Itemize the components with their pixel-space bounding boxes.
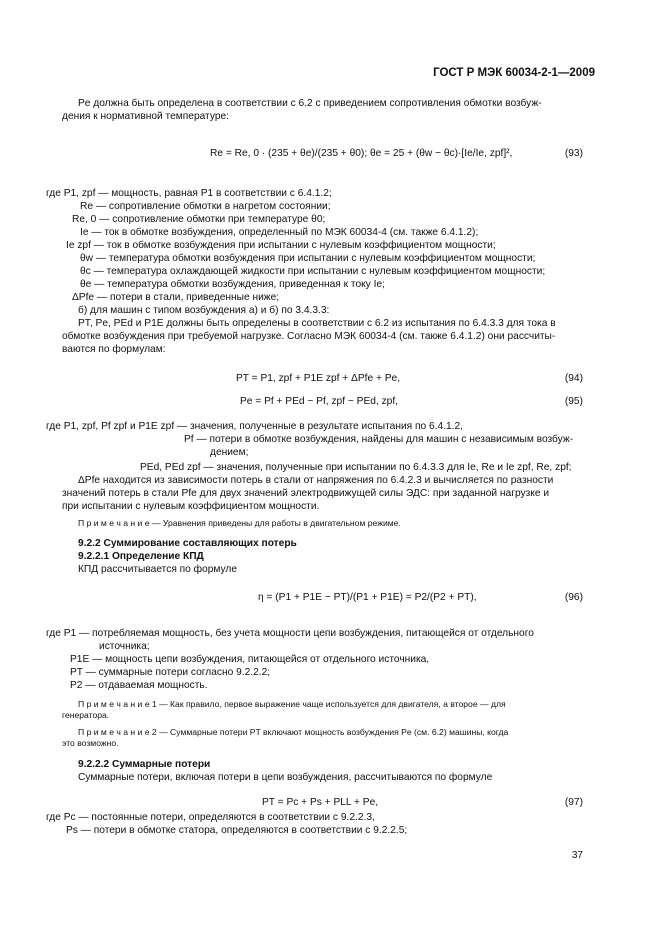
def2-5: значений потерь в стали Pfe для двух значений электродвижущей силы ЭДС: при заданной нагрузке и xyxy=(62,488,550,499)
item-b: б) для машин с типом возбуждения а) и б) по 3.4.3.3: xyxy=(78,305,330,316)
def3-0: где P1 — потребляемая мощность, без учета мощности цепи возбуждения, питающейся от отдельного xyxy=(46,628,534,639)
equation-93 xyxy=(210,148,512,159)
note-3-line-1: П р и м е ч а н и е 2 — Суммарные потери PT включают мощность возбуждения Pe (см. 6.2) машины, когда xyxy=(78,727,509,737)
equation-97-formula: PT = Pc + Ps + PLL + Pe, xyxy=(262,797,379,808)
equation-94-formula: PT = P1, zpf + P1E zpf + ΔPfe + Pe, xyxy=(236,373,401,384)
def1-5: θw — температура обмотки возбуждения при испытании с нулевым коэффициентом мощности; xyxy=(80,253,536,264)
equation-97-number: (97) xyxy=(564,797,583,808)
def2-3: PEd, PEd zpf — значения, полученные при испытании по 6.4.3.3 для Ie, Re и Ie zpf, Re, zpf; xyxy=(140,462,572,473)
def1-1: Re — сопротивление обмотки в нагретом состоянии; xyxy=(80,201,331,212)
section-9-2-2-heading: 9.2.2 Суммирование составляющих потерь xyxy=(78,538,297,549)
def1-2: Re, 0 — сопротивление обмотки при температуре θ0; xyxy=(72,214,326,225)
equation-96-number: (96) xyxy=(564,592,583,603)
def2-2: дением; xyxy=(210,447,249,458)
def1-6: θc — температура охлаждающей жидкости при испытании с нулевым коэффициентом мощности; xyxy=(80,266,546,277)
kpd-text: КПД рассчитывается по формуле xyxy=(78,564,237,575)
note-2-line-2: генератора. xyxy=(62,710,110,720)
equation-95-formula: Pe = Pf + PEd − Pf, zpf − PEd, zpf, xyxy=(240,396,398,407)
def2-6: при испытании с нулевым коэффициентом мощности. xyxy=(62,501,320,512)
def2-4: ΔPfe находится из зависимости потерь в стали от напряжения по 6.4.2.3 и вычисляется по разности xyxy=(78,475,554,486)
equation-95-number: (95) xyxy=(564,396,583,407)
def3-3: PT — суммарные потери согласно 9.2.2.2; xyxy=(70,667,271,678)
def1-3: Ie — ток в обмотке возбуждения, определенный по МЭК 60034-4 (см. также 6.4.1.2); xyxy=(80,227,479,238)
document-header: ГОСТ Р МЭК 60034-2-1—2009 xyxy=(433,67,595,79)
def4-1: Ps — потери в обмотке статора, определяются в соответствии с 9.2.2.5; xyxy=(66,825,408,836)
para2-line-2: обмотке возбуждения при требуемой нагрузке. Согласно МЭК 60034-4 (см. также 6.4.1.2) они рассчиты- xyxy=(62,331,556,342)
para2-line-3: ваются по формулам: xyxy=(62,344,166,355)
intro-line-2: дения к нормативной температуре: xyxy=(62,111,229,122)
intro-line-1: Pe должна быть определена в соответствии с 6.2 с приведением сопротивления обмотки возбуж- xyxy=(78,98,542,109)
equation-96-formula: η = (P1 + P1E − PT)/(P1 + P1E) = P2/(P2 + PT), xyxy=(258,592,477,603)
def4-0: где Pc — постоянные потери, определяются в соответствии с 9.2.2.3, xyxy=(46,812,375,823)
sum-text: Суммарные потери, включая потери в цепи возбуждения, рассчитываются по формуле xyxy=(78,772,493,783)
section-9-2-2-2-heading: 9.2.2.2 Суммарные потери xyxy=(78,759,211,770)
note-2-line-1: П р и м е ч а н и е 1 — Как правило, первое выражение чаще используется для двигателя, а второе — для xyxy=(78,699,506,709)
def1-8: ΔPfe — потери в стали, приведенные ниже; xyxy=(72,292,280,303)
para2-line-1: PT, Pe, PEd и P1E должны быть определены в соответствии с 6.2 из испытания по 6.4.3.3 для тока в xyxy=(78,318,556,329)
note-1: П р и м е ч а н и е — Уравнения приведены для работы в двигательном режиме. xyxy=(78,518,401,528)
def1-4: Ie zpf — ток в обмотке возбуждения при испытании с нулевым коэффициентом мощности; xyxy=(66,240,496,251)
def2-1: Pf — потери в обмотке возбуждения, найдены для машин с независимым возбуж- xyxy=(184,434,574,445)
def3-2: P1E — мощность цепи возбуждения, питающейся от отдельного источника, xyxy=(70,654,430,665)
equation-93-number: (93) xyxy=(564,148,583,159)
equation-94-number: (94) xyxy=(564,373,583,384)
def1-0: где P1, zpf — мощность, равная P1 в соответствии с 6.4.1.2; xyxy=(46,188,332,199)
note-3-line-2: это возможно. xyxy=(62,738,119,748)
def3-4: P2 — отдаваемая мощность. xyxy=(70,680,208,691)
def1-7: θe — температура обмотки возбуждения, приведенная к току Ie; xyxy=(80,279,385,290)
section-9-2-2-1-heading: 9.2.2.1 Определение КПД xyxy=(78,551,204,562)
def2-0: где P1, zpf, Pf zpf и P1E zpf — значения, полученные в результате испытания по 6.4.1.2, xyxy=(46,421,464,432)
page-number: 37 xyxy=(571,850,583,861)
def3-1: источника; xyxy=(99,641,150,652)
equation-93-formula: Re = Re, 0 · (235 + θe)/(235 + θ0); θe = 25 + (θw − θc)·[Ie/Ie, zpf]², xyxy=(210,148,513,159)
